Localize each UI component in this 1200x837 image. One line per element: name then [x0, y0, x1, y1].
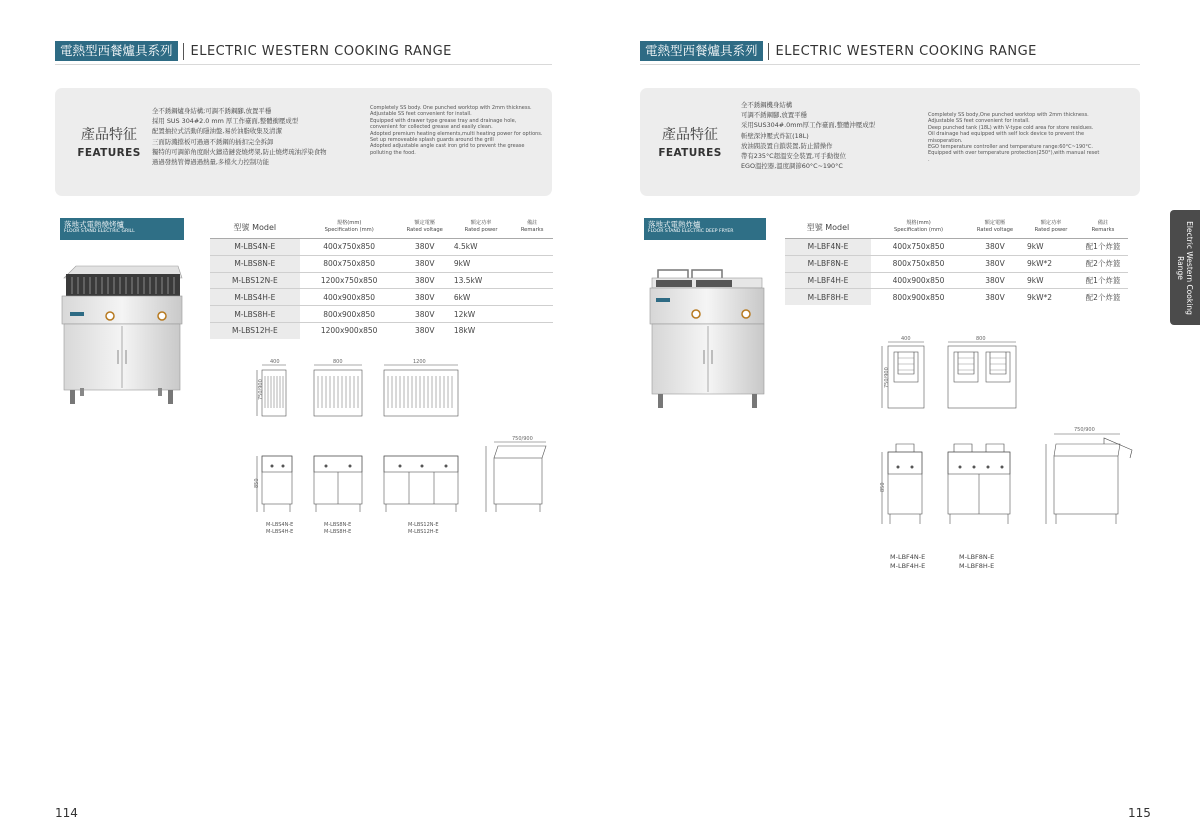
dim-depth: 750/900	[884, 367, 890, 388]
dim-side: 750/900	[512, 436, 533, 442]
page-number: 115	[1128, 806, 1151, 820]
feature-en-line: misoperation.	[928, 137, 963, 144]
feature-zh-line: 采用SUS304#.0mm厚工作臺面,整體沖壓成型	[741, 121, 875, 130]
dim-height: 850	[254, 478, 260, 488]
cell-remarks	[511, 322, 553, 338]
fryer-product-image	[642, 268, 768, 414]
col-voltage	[966, 216, 1024, 239]
feature-en-line: Set up removeable splash guards around the grill	[370, 137, 494, 144]
cell-voltage: 380V	[966, 272, 1024, 289]
product-label	[644, 218, 766, 240]
cell-voltage: 380V	[399, 322, 451, 338]
col-spec	[871, 216, 966, 239]
feature-zh-line: 獨特的可調節角度耐火鑄造鏈瓷燒烤架,防止燒烤琉油浮染食物	[152, 147, 327, 156]
cell-power: 18kW	[451, 322, 511, 338]
feature-zh-line: 全不銹鋼機身結構	[741, 101, 793, 109]
cell-voltage: 380V	[399, 306, 451, 323]
feature-en-line: Deep punched tank (18L) with V-type cold area for store residues.	[928, 124, 1094, 131]
feature-zh-line: 全不銹鋼爐身結構;可調不銹鋼腳,放置平穩	[152, 107, 272, 115]
drawing-label	[408, 522, 439, 535]
header-divider	[768, 43, 769, 60]
col-remarks-zh: 備註	[1097, 220, 1109, 226]
dim-width-400: 400	[901, 336, 911, 342]
feature-en-line: Completely SS body,One punched worktop with 2mm thickness.	[928, 112, 1089, 118]
feature-en-line: EGO temperature controller and temperature range:60°C~190°C.	[928, 144, 1093, 151]
right-page	[600, 0, 1200, 837]
col-remarks	[511, 216, 553, 239]
section-title-en: ELECTRIC WESTERN COOKING RANGE	[190, 43, 452, 59]
cell-spec: 400x900x850	[300, 289, 399, 306]
drawing-label-line: M-LBF4H-E	[890, 561, 926, 570]
features-en-list	[370, 105, 543, 156]
table-row	[210, 272, 553, 289]
dim-width-1200: 1200	[413, 359, 426, 365]
section-side-tab	[1170, 210, 1200, 325]
cell-remarks	[511, 239, 553, 256]
col-spec-zh: 規格(mm)	[336, 220, 362, 226]
cell-power: 9kW*2	[1024, 289, 1078, 305]
section-title-zh: 電熱型西餐爐具系列	[640, 41, 763, 61]
cell-remarks: 配2个炸篮	[1078, 289, 1128, 305]
cell-spec: 800x900x850	[871, 289, 966, 305]
cell-remarks: 配2个炸篮	[1078, 255, 1128, 272]
col-power-zh: 額定功率	[470, 220, 492, 226]
cell-model: M-LBS4H-E	[210, 289, 300, 306]
table-row	[210, 255, 553, 272]
col-power-zh: 額定功率	[1040, 220, 1062, 226]
cell-spec: 1200x900x850	[300, 322, 399, 338]
product-label-zh: 落地式電熱炸爐	[648, 220, 701, 229]
drawing-label-line: M-LBF8N-E	[959, 553, 995, 561]
cell-model: M-LBF4H-E	[785, 272, 871, 289]
header-rule	[55, 64, 552, 65]
section-header	[55, 40, 452, 62]
feature-en-line: polluting the food.	[370, 149, 416, 156]
col-remarks-zh: 備註	[526, 220, 538, 226]
col-remarks-en: Remarks	[1091, 227, 1115, 233]
cell-model: M-LBS12H-E	[210, 322, 300, 338]
feature-zh-line: 帶有235°C超溫安全裝置,可手動復位	[741, 152, 846, 161]
col-power	[1024, 216, 1078, 239]
table-header-row	[210, 216, 553, 239]
page-number: 114	[55, 806, 78, 820]
col-power-en: Rated power	[464, 227, 498, 233]
drawing-label-line: M-LBS12N-E	[408, 522, 439, 528]
features-title-en: FEATURES	[658, 147, 722, 159]
cell-power: 6kW	[451, 289, 511, 306]
cell-voltage: 380V	[399, 255, 451, 272]
feature-zh-line: EGO溫控器,溫度調節60°C~190°C	[741, 162, 843, 171]
header-divider	[183, 43, 184, 60]
cell-spec: 1200x750x850	[300, 272, 399, 289]
drawing-label-line: M-LBF8H-E	[959, 561, 995, 570]
cell-spec: 800x750x850	[871, 255, 966, 272]
cell-power: 4.5kW	[451, 239, 511, 256]
features-title-zh: 產品特征	[81, 127, 137, 143]
cell-voltage: 380V	[399, 272, 451, 289]
cell-power: 13.5kW	[451, 272, 511, 289]
cell-model: M-LBS4N-E	[210, 239, 300, 256]
features-en-list	[928, 112, 1099, 163]
feature-zh-line: 三面防濺擋板可過過不銹鋼的插扣完全拆卸	[152, 137, 274, 146]
cell-spec: 400x750x850	[871, 239, 966, 256]
spec-table	[210, 216, 553, 339]
cell-remarks	[511, 306, 553, 323]
cell-remarks	[511, 255, 553, 272]
col-voltage	[399, 216, 451, 239]
feature-en-line: .	[928, 156, 930, 163]
cell-remarks	[511, 272, 553, 289]
table-header-row	[785, 216, 1128, 239]
cell-voltage: 380V	[399, 239, 451, 256]
drawing-label	[890, 553, 925, 570]
drawing-label	[324, 522, 351, 535]
fryer-technical-drawings	[868, 334, 1158, 538]
col-spec	[300, 216, 399, 239]
cell-model: M-LBS8H-E	[210, 306, 300, 323]
feature-en-line: Equipped with over temperature protection(250°),with manual reset	[928, 150, 1100, 157]
product-label-en: FLOOR STAND ELECTRIC DEEP FRYER	[648, 229, 734, 234]
cell-remarks: 配1个炸篮	[1078, 239, 1128, 256]
feature-en-line: Adjustable SS feet convenient for install.	[928, 118, 1030, 125]
dim-width-800: 800	[333, 359, 343, 365]
features-box	[55, 88, 552, 196]
features-title	[69, 124, 149, 159]
cell-power: 9kW	[1024, 272, 1078, 289]
cell-voltage: 380V	[966, 289, 1024, 305]
col-model: 型號 Model	[806, 222, 850, 232]
cell-spec: 400x900x850	[871, 272, 966, 289]
col-voltage-en: Rated voltage	[406, 227, 443, 233]
features-box	[640, 88, 1140, 196]
cell-power: 9kW*2	[1024, 255, 1078, 272]
col-power	[451, 216, 511, 239]
drawing-label	[959, 553, 994, 570]
drawing-label-line: M-LBS8H-E	[324, 528, 352, 535]
dim-width-400: 400	[270, 359, 280, 365]
cell-remarks	[511, 289, 553, 306]
col-voltage-zh: 額定電壓	[984, 220, 1006, 226]
dim-side: 750/900	[1074, 427, 1095, 433]
cell-voltage: 380V	[966, 255, 1024, 272]
drawing-label-line: M-LBF4N-E	[890, 553, 926, 561]
table-row	[785, 239, 1128, 256]
side-tab-label: Electric Western Cooking Range	[1176, 220, 1194, 315]
feature-en-line: Equipped with drawer type grease tray and drainage hole,	[370, 117, 517, 124]
drawing-label-line: M-LBS4H-E	[266, 528, 294, 535]
section-title-zh: 電熱型西餐爐具系列	[55, 41, 178, 61]
cell-spec: 400x750x850	[300, 239, 399, 256]
table-row	[210, 239, 553, 256]
cell-spec: 800x900x850	[300, 306, 399, 323]
section-title-en: ELECTRIC WESTERN COOKING RANGE	[775, 43, 1037, 59]
cell-remarks: 配1个炸篮	[1078, 272, 1128, 289]
cell-spec: 800x750x850	[300, 255, 399, 272]
feature-en-line: Completely SS body. One punched worktop with 2mm thickness.	[370, 105, 532, 111]
table-row	[210, 322, 553, 338]
features-title	[650, 124, 730, 159]
cell-voltage: 380V	[966, 239, 1024, 256]
cell-power: 12kW	[451, 306, 511, 323]
cell-model: M-LBS8N-E	[210, 255, 300, 272]
col-remarks	[1078, 216, 1128, 239]
table-row	[785, 289, 1128, 305]
feature-zh-line: 可調不銹鋼腳,放置平穩	[741, 111, 807, 120]
feature-zh-line: 放油閥設置自鎖裝置,防止錯操作	[741, 141, 833, 150]
feature-en-line: Adopted adjustable angle cast iron grid to prevent the grease	[370, 143, 525, 150]
cell-power: 9kW	[1024, 239, 1078, 256]
table-row	[785, 272, 1128, 289]
col-spec-en: Specification (mm)	[893, 227, 944, 233]
feature-en-line: Oil drainage had equipped with self lock device to prevent the	[928, 131, 1085, 138]
cell-model: M-LBF4N-E	[785, 239, 871, 256]
col-remarks-en: Remarks	[520, 227, 544, 233]
cell-voltage: 380V	[399, 289, 451, 306]
cell-power: 9kW	[451, 255, 511, 272]
col-voltage-zh: 額定電壓	[414, 220, 436, 226]
product-label	[60, 218, 184, 240]
product-label-en: FLOOR STAND ELECTRIC GRILL	[64, 229, 135, 234]
features-title-zh: 產品特征	[662, 127, 718, 143]
table-row	[785, 255, 1128, 272]
table-row	[210, 289, 553, 306]
features-title-en: FEATURES	[77, 147, 141, 159]
drawing-label	[266, 522, 293, 535]
features-zh-list	[741, 100, 875, 171]
feature-zh-line: 採用 SUS 304#2.0 mm 厚工作臺面,整體衝壓成型	[152, 117, 299, 126]
feature-en-line: convenient for collected grease and easily clean.	[370, 124, 493, 131]
drawing-label-line: M-LBS4N-E	[266, 522, 294, 528]
feature-zh-line: 斬壁深沖壓式炸缸(18L)	[741, 131, 809, 140]
col-spec-zh: 規格(mm)	[906, 220, 931, 226]
cell-model: M-LBF8N-E	[785, 255, 871, 272]
cell-model: M-LBS12N-E	[210, 272, 300, 289]
col-spec-en: Specification (mm)	[324, 227, 374, 233]
dim-width-800: 800	[976, 336, 986, 342]
drawing-label-line: M-LBS8N-E	[324, 522, 352, 528]
col-power-en: Rated power	[1034, 227, 1068, 233]
col-model: 型號 Model	[233, 222, 277, 232]
dim-depth: 750/900	[258, 379, 264, 400]
product-label-zh: 落地式電熱燒烤爐	[64, 220, 124, 229]
col-voltage-en: Rated voltage	[976, 227, 1014, 233]
feature-zh-line: 配置抽拉式活動的隱油盤,易於油脂收集及清潔	[152, 127, 282, 136]
spec-table	[785, 216, 1128, 305]
section-header	[640, 40, 1037, 62]
feature-en-line: Adjustable SS feet convenient for install.	[370, 111, 472, 118]
header-rule	[640, 64, 1140, 65]
feature-zh-line: 過過發熱管傳過過熱量,多檔火力控制功能	[152, 158, 270, 167]
dim-height: 850	[880, 482, 886, 492]
grill-product-image	[58, 260, 186, 412]
drawing-label-line: M-LBS12H-E	[408, 528, 439, 535]
table-row	[210, 306, 553, 323]
cell-model: M-LBF8H-E	[785, 289, 871, 305]
feature-en-line: Adopted premium heating elements,multi heating power for options.	[370, 130, 543, 137]
grill-technical-drawings	[250, 358, 560, 524]
features-zh-list	[152, 106, 327, 167]
